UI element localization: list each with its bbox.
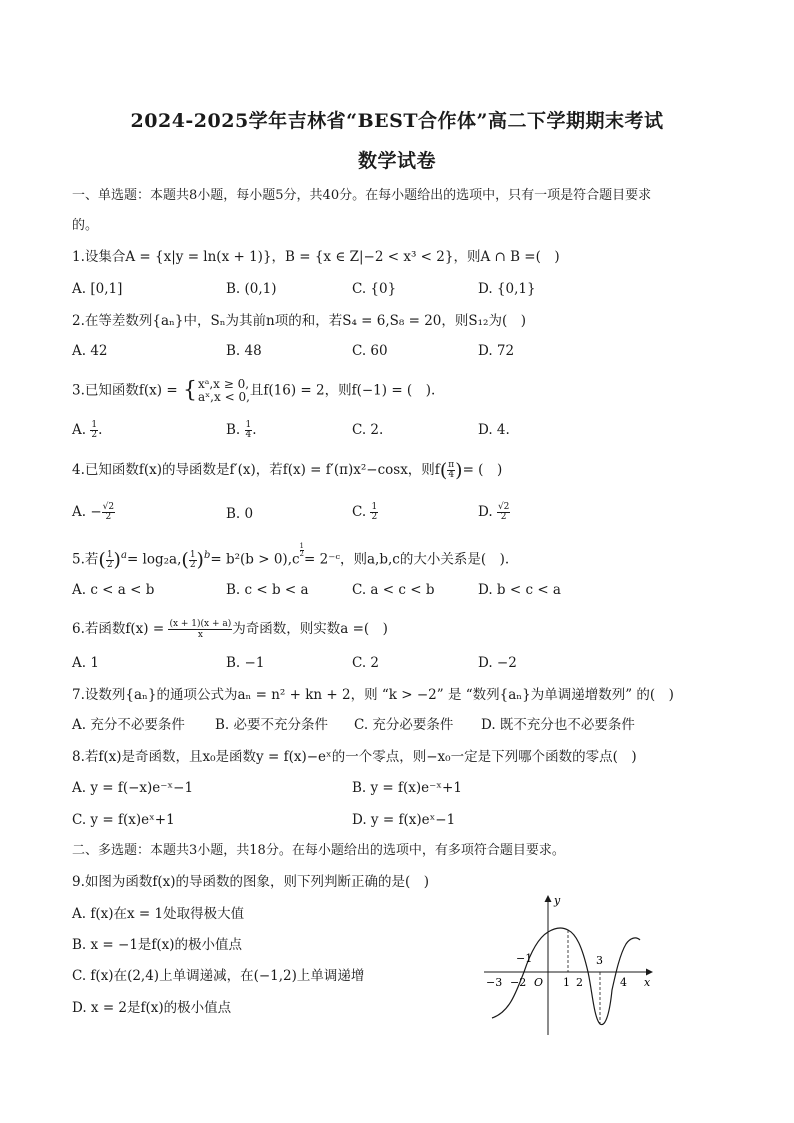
- q3-stem-post: 且f(16) = 2，则f(−1) = ( ).: [249, 382, 436, 399]
- q5-stem: [72, 542, 510, 571]
- q3-option-a-label: A.: [72, 422, 87, 438]
- q6-stem-post: 为奇函数，则实数a =( ): [232, 621, 388, 637]
- q8-option-b[interactable]: B. y = f(x)e⁻ˣ+1: [352, 780, 462, 796]
- tick-neg2: −2: [510, 976, 527, 989]
- q7-option-a[interactable]: A. 充分不必要条件: [72, 717, 185, 733]
- q3-stem-pre: 3.已知函数f(x) =: [72, 382, 178, 399]
- q5-half-num-b: 1: [189, 549, 196, 560]
- q6-fraction-num: (x + 1)(x + a): [169, 619, 232, 629]
- q2-stem: 2.在等差数列{aₙ}中，Sₙ为其前n项的和，若S₄ = 6,S₈ = 20，则S₁₂为( ): [72, 313, 527, 329]
- q3-option-c[interactable]: C. 2.: [352, 422, 384, 438]
- q5-exponent-c-den: 2: [299, 550, 305, 558]
- q7-option-c[interactable]: C. 充分必要条件: [354, 717, 454, 733]
- q9-option-a[interactable]: A. f(x)在x = 1处取得极大值: [72, 906, 245, 922]
- tick-4: 4: [620, 976, 627, 989]
- q3-case1: xᵃ,x ≥ 0,: [197, 377, 250, 391]
- q9-option-b[interactable]: B. x = −1是f(x)的极小值点: [72, 937, 243, 953]
- q3-option-a-den: 2: [91, 430, 98, 440]
- q9-option-d[interactable]: D. x = 2是f(x)的极小值点: [72, 1000, 232, 1016]
- q5-paren-open-b: (: [181, 549, 189, 571]
- q3-option-b-dot: .: [252, 422, 257, 438]
- section2-heading: 二、多选题：本题共3小题，共18分。在每小题给出的选项中，有多项符合题目要求。: [72, 843, 565, 858]
- q4-arg-den: 4: [448, 470, 455, 480]
- q4-option-a-den: 2: [105, 512, 112, 522]
- q4-paren-open: (: [439, 459, 448, 482]
- q4-option-c-fraction: [370, 503, 378, 522]
- q4-option-d-fraction: [497, 503, 510, 522]
- q3-option-b-num: 1: [245, 420, 252, 430]
- q5-option-b[interactable]: B. c < b < a: [226, 582, 309, 598]
- q3-brace: {: [182, 378, 197, 403]
- tick-1: 1: [563, 976, 570, 989]
- q5-stem-part4: = 2⁻ᶜ，则a,b,c的大小关系是( ).: [304, 551, 510, 568]
- q8-option-a[interactable]: A. y = f(−x)e⁻ˣ−1: [72, 780, 194, 796]
- q4-stem: [72, 461, 502, 480]
- q5-half-den-b: 2: [189, 559, 196, 570]
- q6-option-d[interactable]: D. −2: [478, 655, 517, 671]
- q4-option-d[interactable]: [478, 503, 510, 522]
- q6-option-b[interactable]: B. −1: [226, 655, 265, 671]
- q5-half-fraction-a: [106, 551, 114, 570]
- q5-paren-open-a: (: [98, 549, 106, 571]
- q4-option-b[interactable]: B. 0: [226, 506, 254, 522]
- tick-neg1: −1: [516, 952, 533, 965]
- q5-option-d[interactable]: D. b < c < a: [478, 582, 561, 598]
- q4-option-c-label: C.: [352, 504, 367, 520]
- q4-option-a-fraction: [102, 503, 115, 522]
- tick-3: 3: [596, 954, 603, 967]
- q4-option-a[interactable]: [72, 503, 115, 522]
- q5-stem-part2: = log₂a,: [126, 551, 182, 568]
- q3-option-a[interactable]: [72, 421, 102, 440]
- q6-stem: [72, 619, 388, 640]
- q4-stem-pre: 4.已知函数f(x)的导函数是f′(x)，若f(x) = f′(π)x²−cosx，则f: [72, 462, 440, 478]
- tick-neg3: −3: [486, 976, 503, 989]
- q4-option-c-num: 1: [371, 502, 378, 512]
- q3-stem: [72, 378, 435, 404]
- q5-paren-close-b: ): [196, 549, 204, 571]
- q4-paren-close: ): [455, 459, 463, 482]
- tick-2: 2: [576, 976, 583, 989]
- q4-option-d-num: √2: [497, 502, 510, 512]
- q5-exponent-a: a: [120, 550, 127, 561]
- q6-option-a[interactable]: A. 1: [72, 655, 99, 671]
- q6-stem-pre: 6.若函数f(x) =: [72, 621, 165, 637]
- exam-title: 2024-2025学年吉林省“BEST合作体”高二下学期期末考试: [130, 110, 664, 132]
- q5-half-fraction-b: [189, 551, 197, 570]
- q2-option-a[interactable]: A. 42: [72, 343, 108, 359]
- q5-exponent-b: b: [203, 550, 211, 561]
- q4-option-c[interactable]: [352, 503, 378, 522]
- q4-option-d-den: 2: [500, 512, 507, 522]
- q3-option-b[interactable]: [226, 421, 257, 440]
- q6-option-c[interactable]: C. 2: [352, 655, 380, 671]
- q5-option-a[interactable]: A. c < a < b: [72, 582, 155, 598]
- graph-y-label: y: [554, 894, 561, 907]
- q2-option-c[interactable]: C. 60: [352, 343, 388, 359]
- q2-option-b[interactable]: B. 48: [226, 343, 262, 359]
- q3-option-a-num: 1: [91, 420, 98, 430]
- q8-option-c[interactable]: C. y = f(x)eˣ+1: [72, 812, 175, 828]
- q4-option-c-den: 2: [371, 512, 378, 522]
- q5-half-den-a: 2: [106, 559, 113, 570]
- q5-exponent-c-num: 1: [299, 542, 305, 550]
- q4-arg-num: π: [448, 460, 455, 470]
- section1-heading-line2: 的。: [72, 218, 99, 233]
- q7-option-d[interactable]: D. 既不充分也不必要条件: [481, 717, 635, 733]
- q1-option-c[interactable]: C. {0}: [352, 281, 397, 297]
- q8-option-d[interactable]: D. y = f(x)eˣ−1: [352, 812, 456, 828]
- q5-half-num-a: 1: [106, 549, 113, 560]
- q4-option-d-label: D.: [478, 504, 493, 520]
- q3-option-b-den: 4: [245, 430, 252, 440]
- q3-option-a-fraction: [90, 421, 98, 440]
- q5-stem-part3: = b²(b > 0),c: [210, 551, 300, 568]
- q4-option-a-num: √2: [102, 502, 115, 512]
- q1-option-b[interactable]: B. (0,1): [226, 281, 277, 297]
- graph-origin-label: O: [534, 976, 544, 989]
- q1-option-d[interactable]: D. {0,1}: [478, 281, 536, 297]
- q7-option-b[interactable]: B. 必要不充分条件: [215, 717, 329, 733]
- q2-option-d[interactable]: D. 72: [478, 343, 515, 359]
- q6-fraction: [168, 619, 232, 640]
- section1-heading-line1: 一、单选题：本题共8小题，每小题5分，共40分。在每小题给出的选项中，只有一项是符合题目要求: [72, 188, 652, 203]
- exam-subtitle: 数学试卷: [357, 150, 436, 172]
- q9-option-c[interactable]: C. f(x)在(2,4)上单调递减，在(−1,2)上单调递增: [72, 968, 365, 984]
- q1-stem: 1.设集合A = {x|y = ln(x + 1)}，B = {x ∈ Z|−2 < x³ < 2}，则A ∩ B =( ): [72, 249, 560, 265]
- q9-stem: 9.如图为函数f(x)的导函数的图象，则下列判断正确的是( ): [72, 874, 430, 890]
- q8-stem: 8.若f(x)是奇函数，且x₀是函数y = f(x)−eˣ的一个零点，则−x₀一定是下列哪个函数的零点( ): [72, 749, 637, 765]
- q5-option-c[interactable]: C. a < c < b: [352, 582, 435, 598]
- q9-derivative-graph: [480, 890, 660, 1040]
- q5-paren-close-a: ): [113, 549, 121, 571]
- q7-stem: 7.设数列{aₙ}的通项公式为aₙ = n² + kn + 2，则 “k > −2” 是 “数列{aₙ}为单调递增数列” 的( ): [72, 687, 674, 703]
- q4-stem-post: = ( ): [462, 462, 503, 478]
- q3-option-a-dot: .: [98, 422, 103, 438]
- q1-option-a[interactable]: A. [0,1]: [72, 281, 123, 297]
- q3-case2: aˣ,x < 0,: [197, 390, 250, 404]
- q4-option-a-label: A. −: [72, 504, 102, 520]
- q3-cases: [198, 378, 250, 404]
- q4-arg-fraction: [447, 461, 455, 480]
- q3-option-d[interactable]: D. 4.: [478, 422, 510, 438]
- graph-x-label: x: [644, 976, 651, 989]
- q6-fraction-den: x: [197, 630, 203, 640]
- q3-option-b-label: B.: [226, 422, 241, 438]
- q5-stem-part1: 5.若: [72, 551, 99, 568]
